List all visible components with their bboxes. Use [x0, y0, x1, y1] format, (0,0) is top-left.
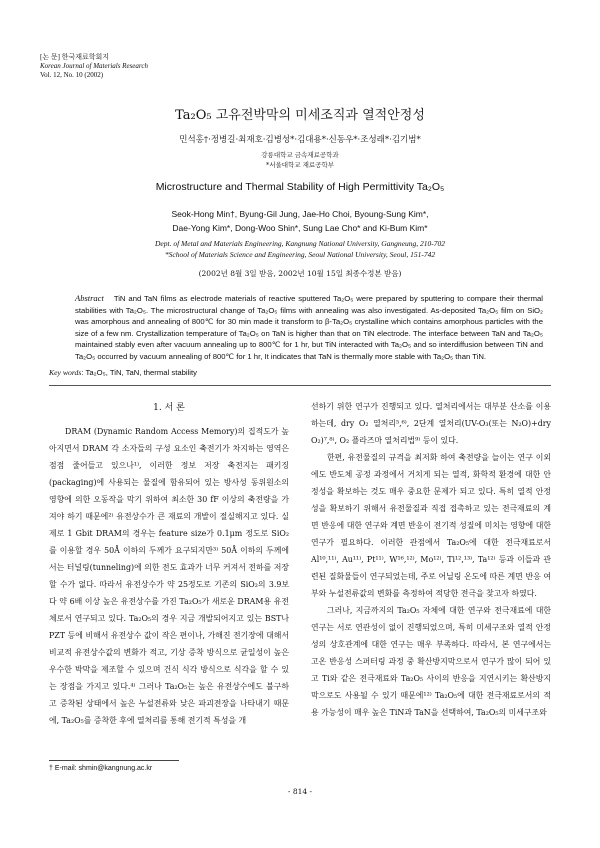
affiliation-korean-1: 강릉대학교 금속재료공학과 — [261, 151, 339, 159]
footnote-divider — [49, 760, 179, 761]
journal-english-name: Korean Journal of Materials Research — [40, 62, 148, 70]
body-column-left — [49, 398, 289, 729]
footnote-email: † E-mail: shmin@kangnung.ac.kr — [49, 765, 153, 772]
body-column-right — [311, 398, 551, 721]
abstract-text: TiN and TaN films as electrode materials of reactive sputtered Ta₂O₅ were prepared by sputtering to compare their thermal stabilities with Ta₂O₅. The microstructural change of Ta₂O₅ films with annealing was also investigated. As-deposited Ta₂O₅ film on SiO₂ was amorphous and annealing of 800℃ for 30 min made it transform to β-Ta₂O₅ crystalline which contains amorphous particles with the size of a few nm. Crystallization temperature of Ta₂O₅ on TaN is higher than that on TiN electrode. The interface between TaN and Ta₂O₅ maintained stably even after vacuum annealing up to 800℃ for 1 hr, but TiN interacted with Ta₂O₅ and so interdiffusion between TiN and Ta₂O₅ occurred by vacuum annealing of 800℃ for 1 hr, It indicates that TaN is thermally more stable with Ta₂O₅ than TiN. — [75, 294, 543, 361]
abstract-label: Abstract — [75, 293, 104, 303]
affiliation-english-2: *School of Materials Science and Engineering, Seoul National University, Seoul, 151-742 — [164, 249, 436, 259]
keywords-label: Key words — [49, 368, 82, 377]
author-line-2: Dae-Yong Kim*, Dong-Woo Shin*, Sung Lae Cho* and Ki-Bum Kim* — [172, 223, 428, 233]
page-number: - 814 - — [287, 787, 313, 796]
author-list-english — [0, 207, 600, 235]
paragraph: 선하기 위한 연구가 진행되고 있다. 열처리에서는 대부분 산소를 이용하는데, dry O₂ 열처리⁵,⁶⁾, 2단계 열처리(UV-O₃(또는 N₂O)+dry O₂)⁷,⁸⁾, O₂ 플라즈마 열처리법⁹⁾ 등이 있다. — [311, 402, 551, 445]
author-line-1: Seok-Hong Min†, Byung-Gil Jung, Jae-Ho Choi, Byoung-Sung Kim*, — [171, 209, 429, 219]
paragraph: DRAM (Dynamic Random Access Memory)의 집적도가 높아지면서 DRAM 각 소자들의 구성 요소인 축전기가 차지하는 영역은 점점 줄어들고 있으나¹⁾, 이러한 정보 저장 축전지는 패키징(packaging)에 사용되는 물질에 함유되어 있는 방사성 동위원소의 영향에 의한 오동작을 막기 위하여 최소한 30 fF 이상의 축전량을 가져야 하기 때문에²⁾ 유전상수가 큰 재료의 개발이 절실해지고 있다. 실제로 1 Gbit DRAM의 경우는 feature size가 0.1μm 정도로 SiO₂를 이용할 경우 50Å 이하의 두께가 요구되지만³⁾ 50Å 이하의 두께에서는 터널링(tunneling)에 의한 전도 효과가 너무 커져서 전하를 저장할 수가 없다. 따라서 유전상수가 약 25정도로 기존의 SiO₂의 3.9보다 약 6배 이상 높은 유전상수를 가진 Ta₂O₅가 새로운 DRAM용 유전체로서 연구되고 있다. Ta₂O₅의 경우 지금 개발되어지고 있는 BST나 PZT 등에 비해서 유전상수 값이 작은 편이나, 가해진 전기장에 대해서 비교적 유전상수값의 변화가 적고, 기상 증착 방식으로 균일성이 높은 우수한 박막을 제조할 수 있으며 건식 식각 방식으로 식각을 할 수 있는 장점을 가지고 있다.⁴⁾ 그러나 Ta₂O₅는 높은 유전상수에도 불구하고 증착된 상태에서 높은 누설전류와 낮은 파괴전장을 나타내기 때문에, Ta₂O₅를 증착한 후에 열처리를 통해 전기적 특성을 개 — [49, 427, 289, 725]
journal-volume: Vol. 12, No. 10 (2002) — [40, 71, 104, 79]
affiliation-korean-2: *서울대학교 재료공학부 — [265, 161, 335, 169]
journal-header — [40, 53, 148, 80]
author-list-korean: 민석홍†·정병길·최재호·김병성*·김대용*·신동우*·조성래*·김기범* — [179, 135, 421, 145]
keywords-text: : Ta₂O₅, TiN, TaN, thermal stability — [81, 368, 197, 377]
paper-title-korean: Ta₂O₅ 고유전박막의 미세조직과 열적안정성 — [175, 108, 425, 123]
paragraph: 그러나, 지금까지의 Ta₂O₅ 자체에 대한 연구와 전극재료에 대한 연구는 서로 연관성이 없이 진행되었으며, 특히 미세구조와 열적 안정성의 상호관계에 대한 연구는 매우 부족하다. 따라서, 본 연구에서는 고온 반응성 스퍼터링 과정 중 확산방지막으로서 연구가 많이 되어 있고 Ti와 같은 전극재료와 Ta₂O₅ 사이의 반응을 지연시키는 확산방지막으로도 사용될 수 있기 때문에¹²⁾ Ta₂O₅에 대한 전극재료로서의 적용 가능성이 매우 높은 TiN과 TaN을 선택하여, Ta₂O₅의 미세구조와 — [311, 606, 551, 717]
affiliation-english-1: Dept. of Metal and Materials Engineering, Kangnung National University, Gangneung, 210-702 — [155, 239, 445, 248]
keywords — [49, 368, 549, 377]
divider — [49, 385, 551, 386]
affiliation-english — [0, 239, 600, 260]
abstract — [75, 293, 543, 363]
journal-korean-name: [논 문] 한국재료학회지 — [40, 53, 110, 61]
affiliation-korean — [0, 150, 600, 170]
section-heading-introduction: 1. 서 론 — [153, 403, 185, 413]
paper-title-english: Microstructure and Thermal Stability of High Permittivity Ta₂O₅ — [155, 181, 445, 193]
paragraph: 한편, 유전물질의 규격을 최저화 하여 축전량을 늘이는 연구 이외에도 반도체 공정 과정에서 거치게 되는 열적, 화학적 환경에 대한 안정성을 확보하는 것도 매우 중요한 문제가 되고 있다. 특히 열적 안정성을 확보하기 위해서 유전물질과 직접 접촉하고 있는 전극재료의 계면 반응에 대한 연구와 계면 반응이 전기적 성질에 미치는 영향에 대한 연구가 필요하다. 이러한 관점에서 Ta₂O₅에 대한 전극재료로서 Al¹⁰,¹¹⁾, Au¹¹⁾, Pt¹¹⁾, W¹⁶,¹²⁾, Mo¹²⁾, Ti¹²,¹³⁾, Ta¹²⁾ 등과 이들과 관련된 질화물들이 연구되었는데, 주로 어닐링 온도에 따른 계면 반응 여부와 누설전류값의 변화를 측정하여 적당한 전극을 찾고자 하였다. — [311, 453, 551, 598]
received-dates: (2002년 8월 3일 받음, 2002년 10월 15일 최종수정본 받음) — [198, 269, 402, 278]
